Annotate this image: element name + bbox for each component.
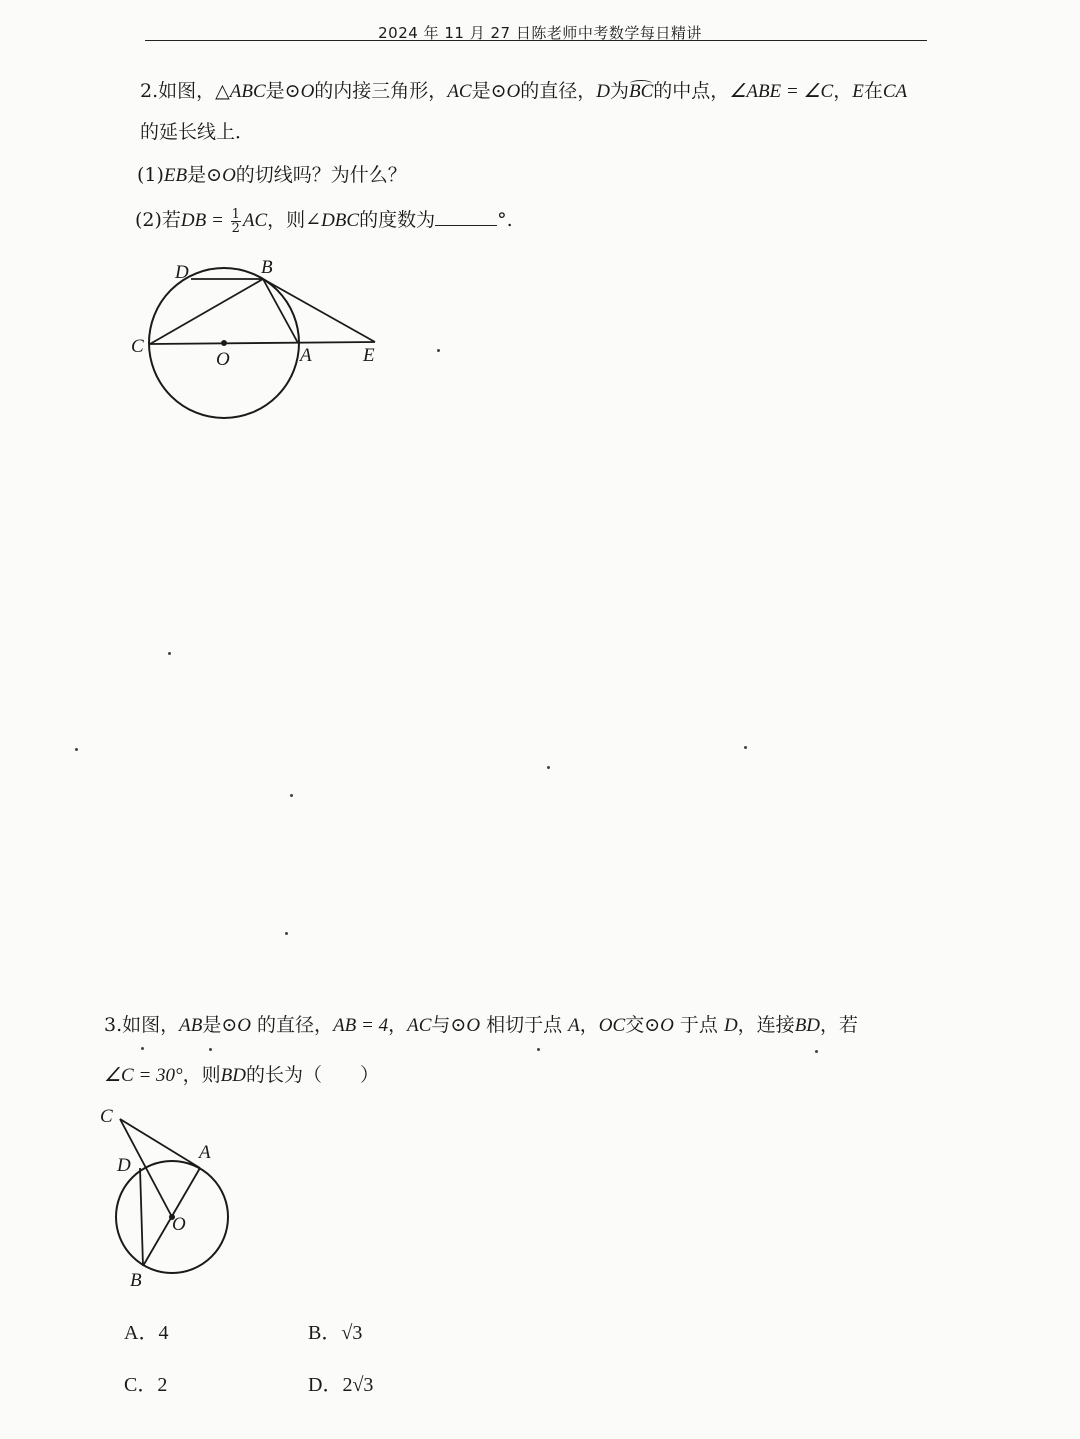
header-rule (145, 40, 927, 41)
q2-line-ce (150, 342, 375, 344)
q2-part-2: (2)若DB = $\frac{1}{2}$ AC，则∠DBC的度数为 °. (135, 206, 513, 236)
scan-speck (209, 1048, 212, 1051)
q3-label-o: O (172, 1214, 186, 1235)
q2-center-point (221, 340, 227, 346)
q3-label-d: D (117, 1155, 131, 1176)
q3-label-a: A (199, 1142, 211, 1163)
option-c[interactable]: C．2 (124, 1374, 168, 1396)
scan-speck (290, 794, 293, 797)
option-d[interactable]: D．2√3 (308, 1374, 374, 1396)
q3-chord-db (140, 1168, 143, 1266)
q2-label-d: D (175, 262, 189, 283)
scan-speck (815, 1050, 818, 1053)
q2-chord-cb (150, 279, 263, 344)
q2-line-1: 2.如图，△ABC是⊙O的内接三角形，AC是⊙O的直径，D为BC的中点，∠ABE = ∠C，E在CA (140, 80, 908, 102)
q2-label-c: C (131, 336, 144, 357)
scan-speck (168, 652, 171, 655)
fraction-one-half: $\frac{1}{2}$ (231, 206, 240, 236)
scan-speck (547, 766, 550, 769)
answer-blank[interactable] (435, 211, 497, 226)
q2-label-a: A (300, 345, 312, 366)
q2-figure (125, 255, 385, 425)
q2-part-1: (1)EB是⊙O的切线吗？为什么？ (137, 164, 407, 186)
q3-figure (95, 1100, 245, 1300)
q3-line-2: ∠C = 30°，则BD的长为（ ） (104, 1064, 379, 1086)
scan-speck (75, 748, 78, 751)
q3-line-1: 3.如图，AB是⊙O 的直径，AB = 4，AC与⊙O 相切于点 A，OC交⊙O 于点 D，连接BD，若 (104, 1014, 859, 1036)
q2-line-2: 的延长线上． (140, 121, 255, 143)
scan-speck (437, 349, 440, 352)
scan-speck (537, 1048, 540, 1051)
scan-speck (744, 746, 747, 749)
scan-speck (285, 932, 288, 935)
page-header-title: 2024 年 11 月 27 日陈老师中考数学每日精讲 (378, 24, 702, 42)
option-b[interactable]: B．√3 (308, 1322, 363, 1344)
arc-bc: BC (629, 81, 654, 102)
q2-label-o: O (216, 349, 230, 370)
scan-speck (141, 1047, 144, 1050)
q2-label-b: B (261, 257, 273, 278)
q3-label-c: C (100, 1106, 113, 1127)
q2-label-e: E (363, 345, 375, 366)
q3-label-b: B (130, 1270, 142, 1291)
option-a[interactable]: A．4 (124, 1322, 169, 1344)
